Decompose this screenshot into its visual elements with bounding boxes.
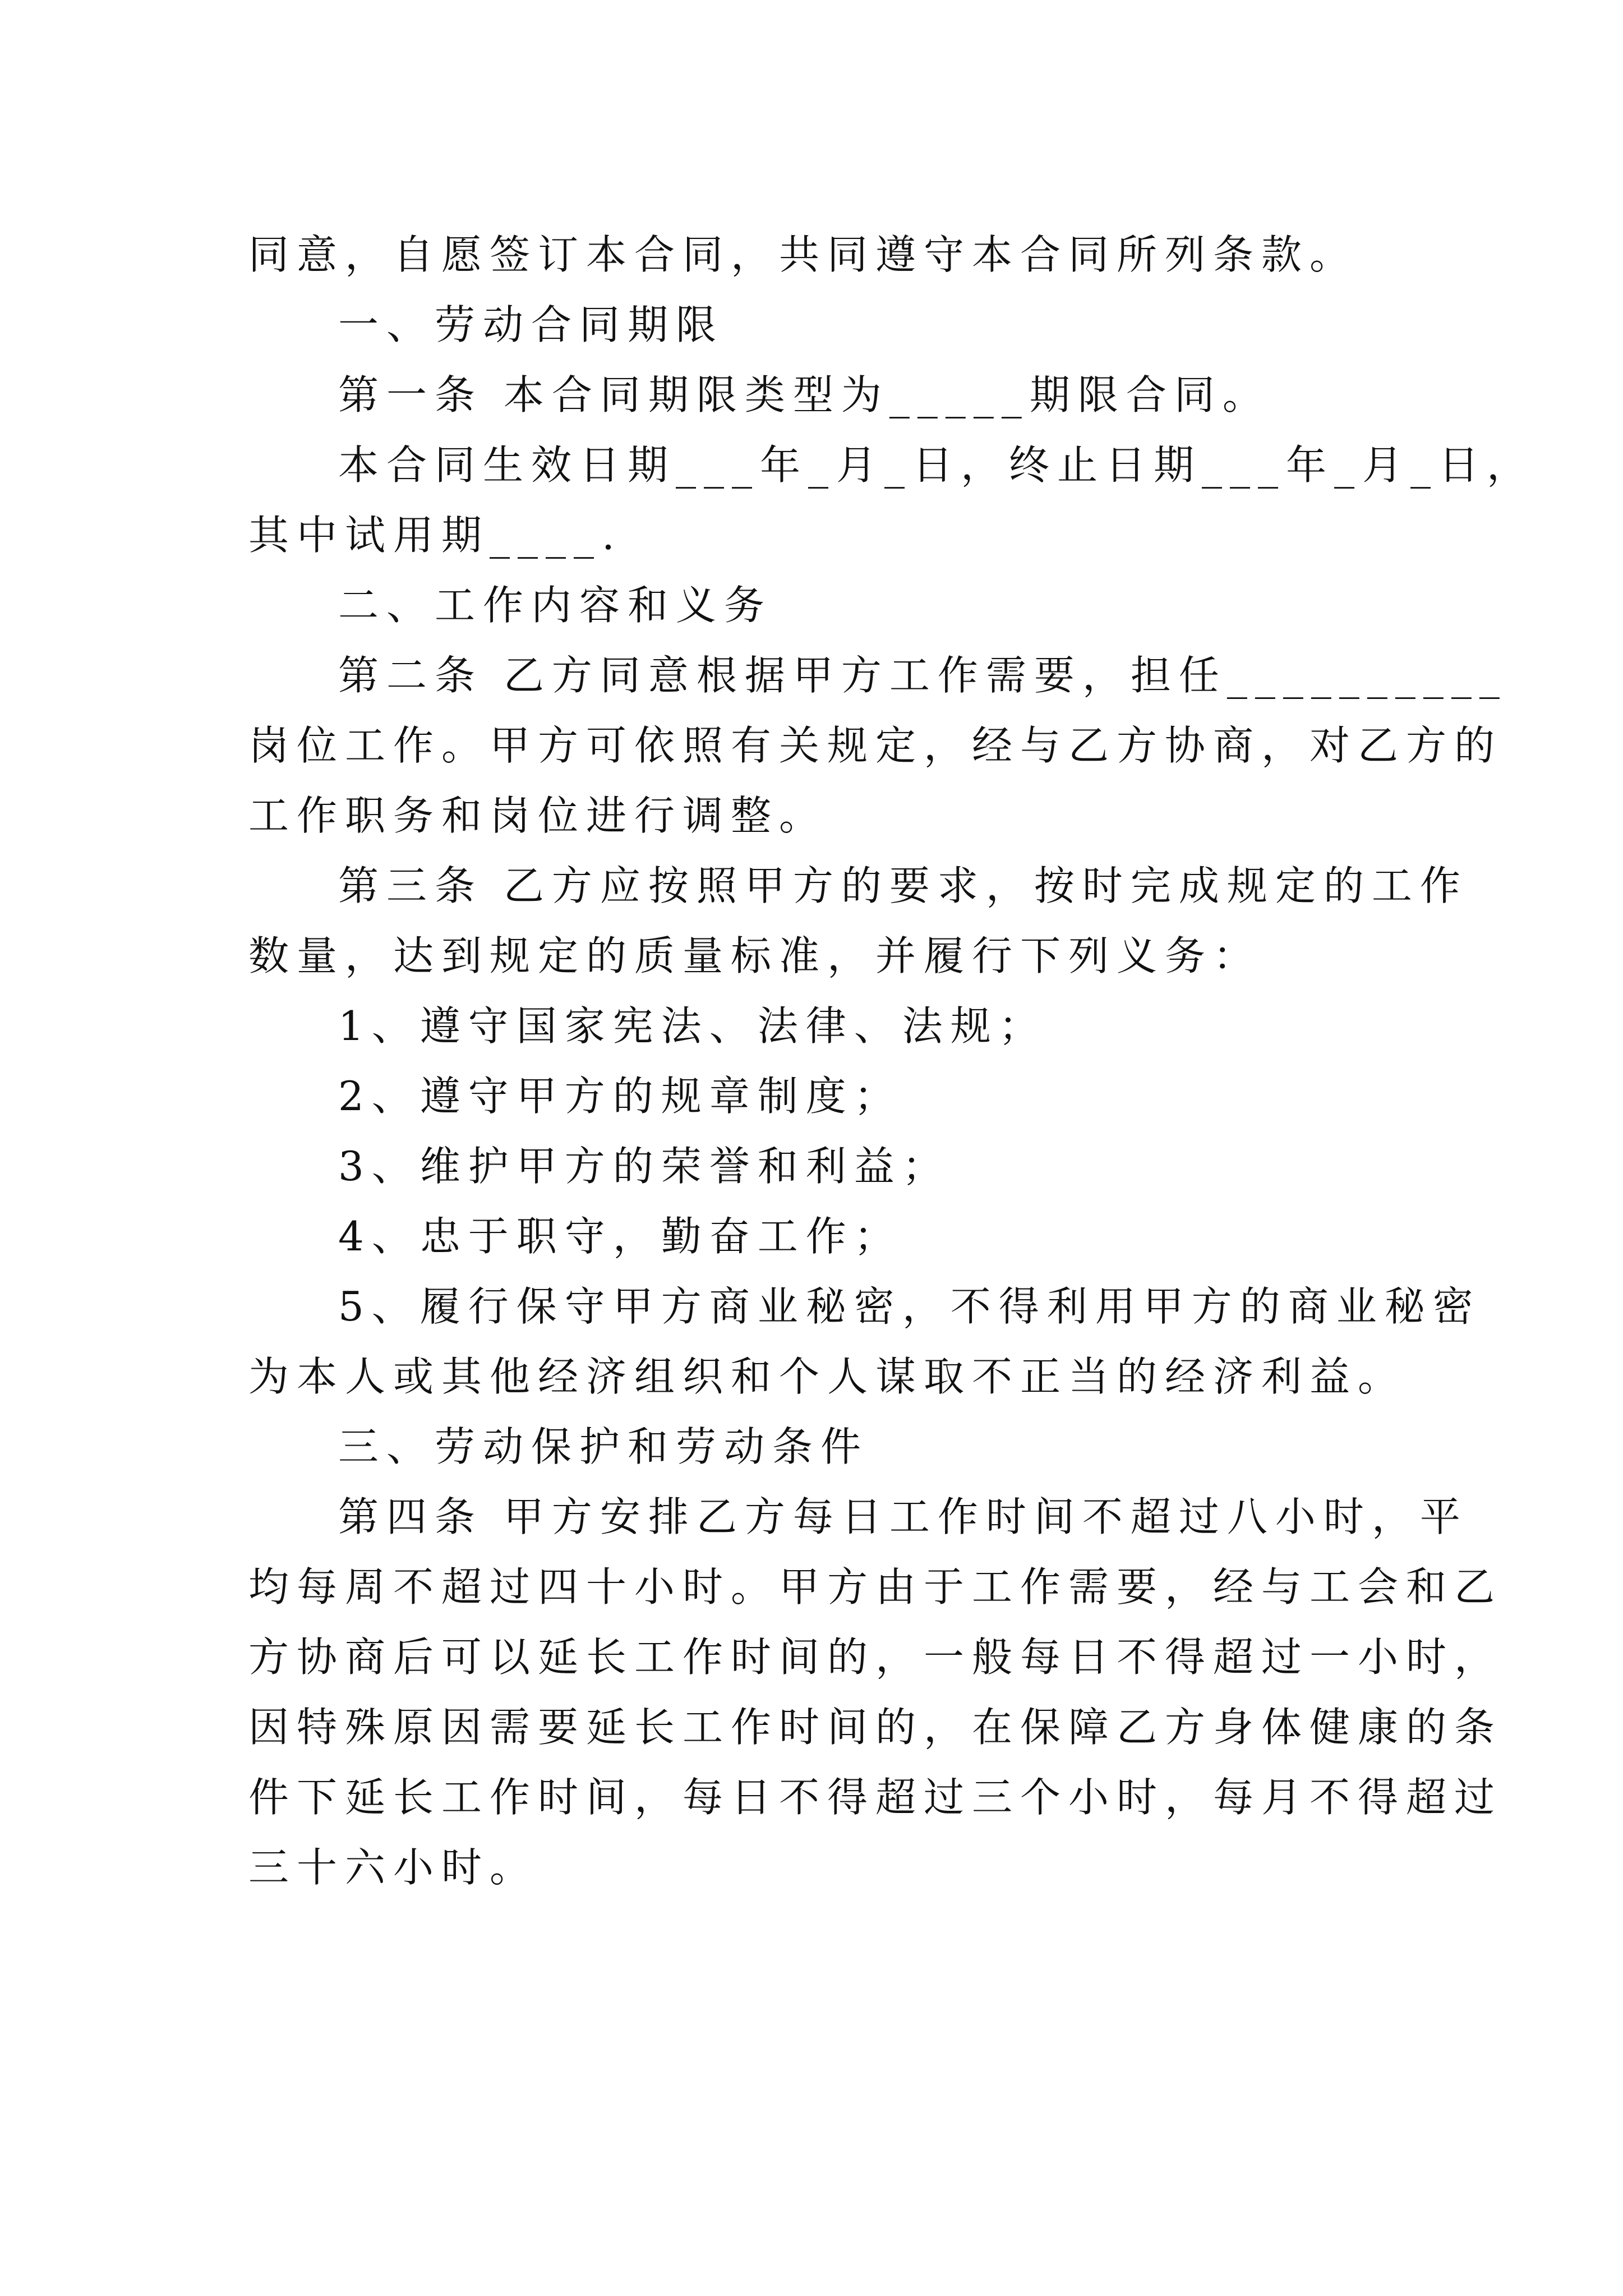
article-2-line-3: 工作职务和岗位进行调整。 xyxy=(248,792,828,839)
article-4-line-2: 均每周不超过四十小时。甲方由于工作需要，经与工会和乙 xyxy=(248,1563,1503,1611)
article-4-line-3: 方协商后可以延长工作时间的，一般每日不得超过一小时， xyxy=(248,1634,1503,1681)
article-2-line-2: 岗位工作。甲方可依照有关规定，经与乙方协商，对乙方的 xyxy=(248,722,1503,769)
article-2-line-1: 第二条 乙方同意根据甲方工作需要，担任__________ xyxy=(338,652,1507,699)
duty-item-2: 2、遵守甲方的规章制度； xyxy=(338,1073,902,1120)
article-1-line-3: 其中试用期____. xyxy=(248,512,623,559)
section-heading-1: 一、劳动合同期限 xyxy=(338,301,725,348)
article-1-line-2: 本合同生效日期___年_月_日，终止日期___年_月_日， xyxy=(338,441,1536,489)
duty-item-3: 3、维护甲方的荣誉和利益； xyxy=(338,1143,951,1190)
document-body xyxy=(248,220,1536,1903)
article-4-line-4: 因特殊原因需要延长工作时间的，在保障乙方身体健康的条 xyxy=(248,1704,1503,1751)
article-4-line-6: 三十六小时。 xyxy=(248,1844,538,1891)
article-3-line-2: 数量，达到规定的质量标准，并履行下列义务： xyxy=(248,932,1262,979)
section-heading-3: 三、劳动保护和劳动条件 xyxy=(338,1423,869,1470)
duty-item-5-line-1: 5、履行保守甲方商业秘密，不得利用甲方的商业秘密 xyxy=(338,1283,1481,1330)
text-line-1: 同意，自愿签订本合同，共同遵守本合同所列条款。 xyxy=(248,231,1358,278)
article-4-line-5: 件下延长工作时间，每日不得超过三个小时，每月不得超过 xyxy=(248,1774,1503,1821)
article-3-line-1: 第三条 乙方应按照甲方的要求，按时完成规定的工作 xyxy=(338,862,1468,909)
article-4-line-1: 第四条 甲方安排乙方每日工作时间不超过八小时，平 xyxy=(338,1493,1468,1540)
article-1-line-1: 第一条 本合同期限类型为_____期限合同。 xyxy=(338,371,1271,418)
duty-item-5-line-2: 为本人或其他经济组织和个人谋取不正当的经济利益。 xyxy=(248,1353,1407,1400)
section-heading-2: 二、工作内容和义务 xyxy=(338,582,773,629)
duty-item-1: 1、遵守国家宪法、法律、法规； xyxy=(338,1002,1047,1050)
duty-item-4: 4、忠于职守，勤奋工作； xyxy=(338,1213,902,1260)
